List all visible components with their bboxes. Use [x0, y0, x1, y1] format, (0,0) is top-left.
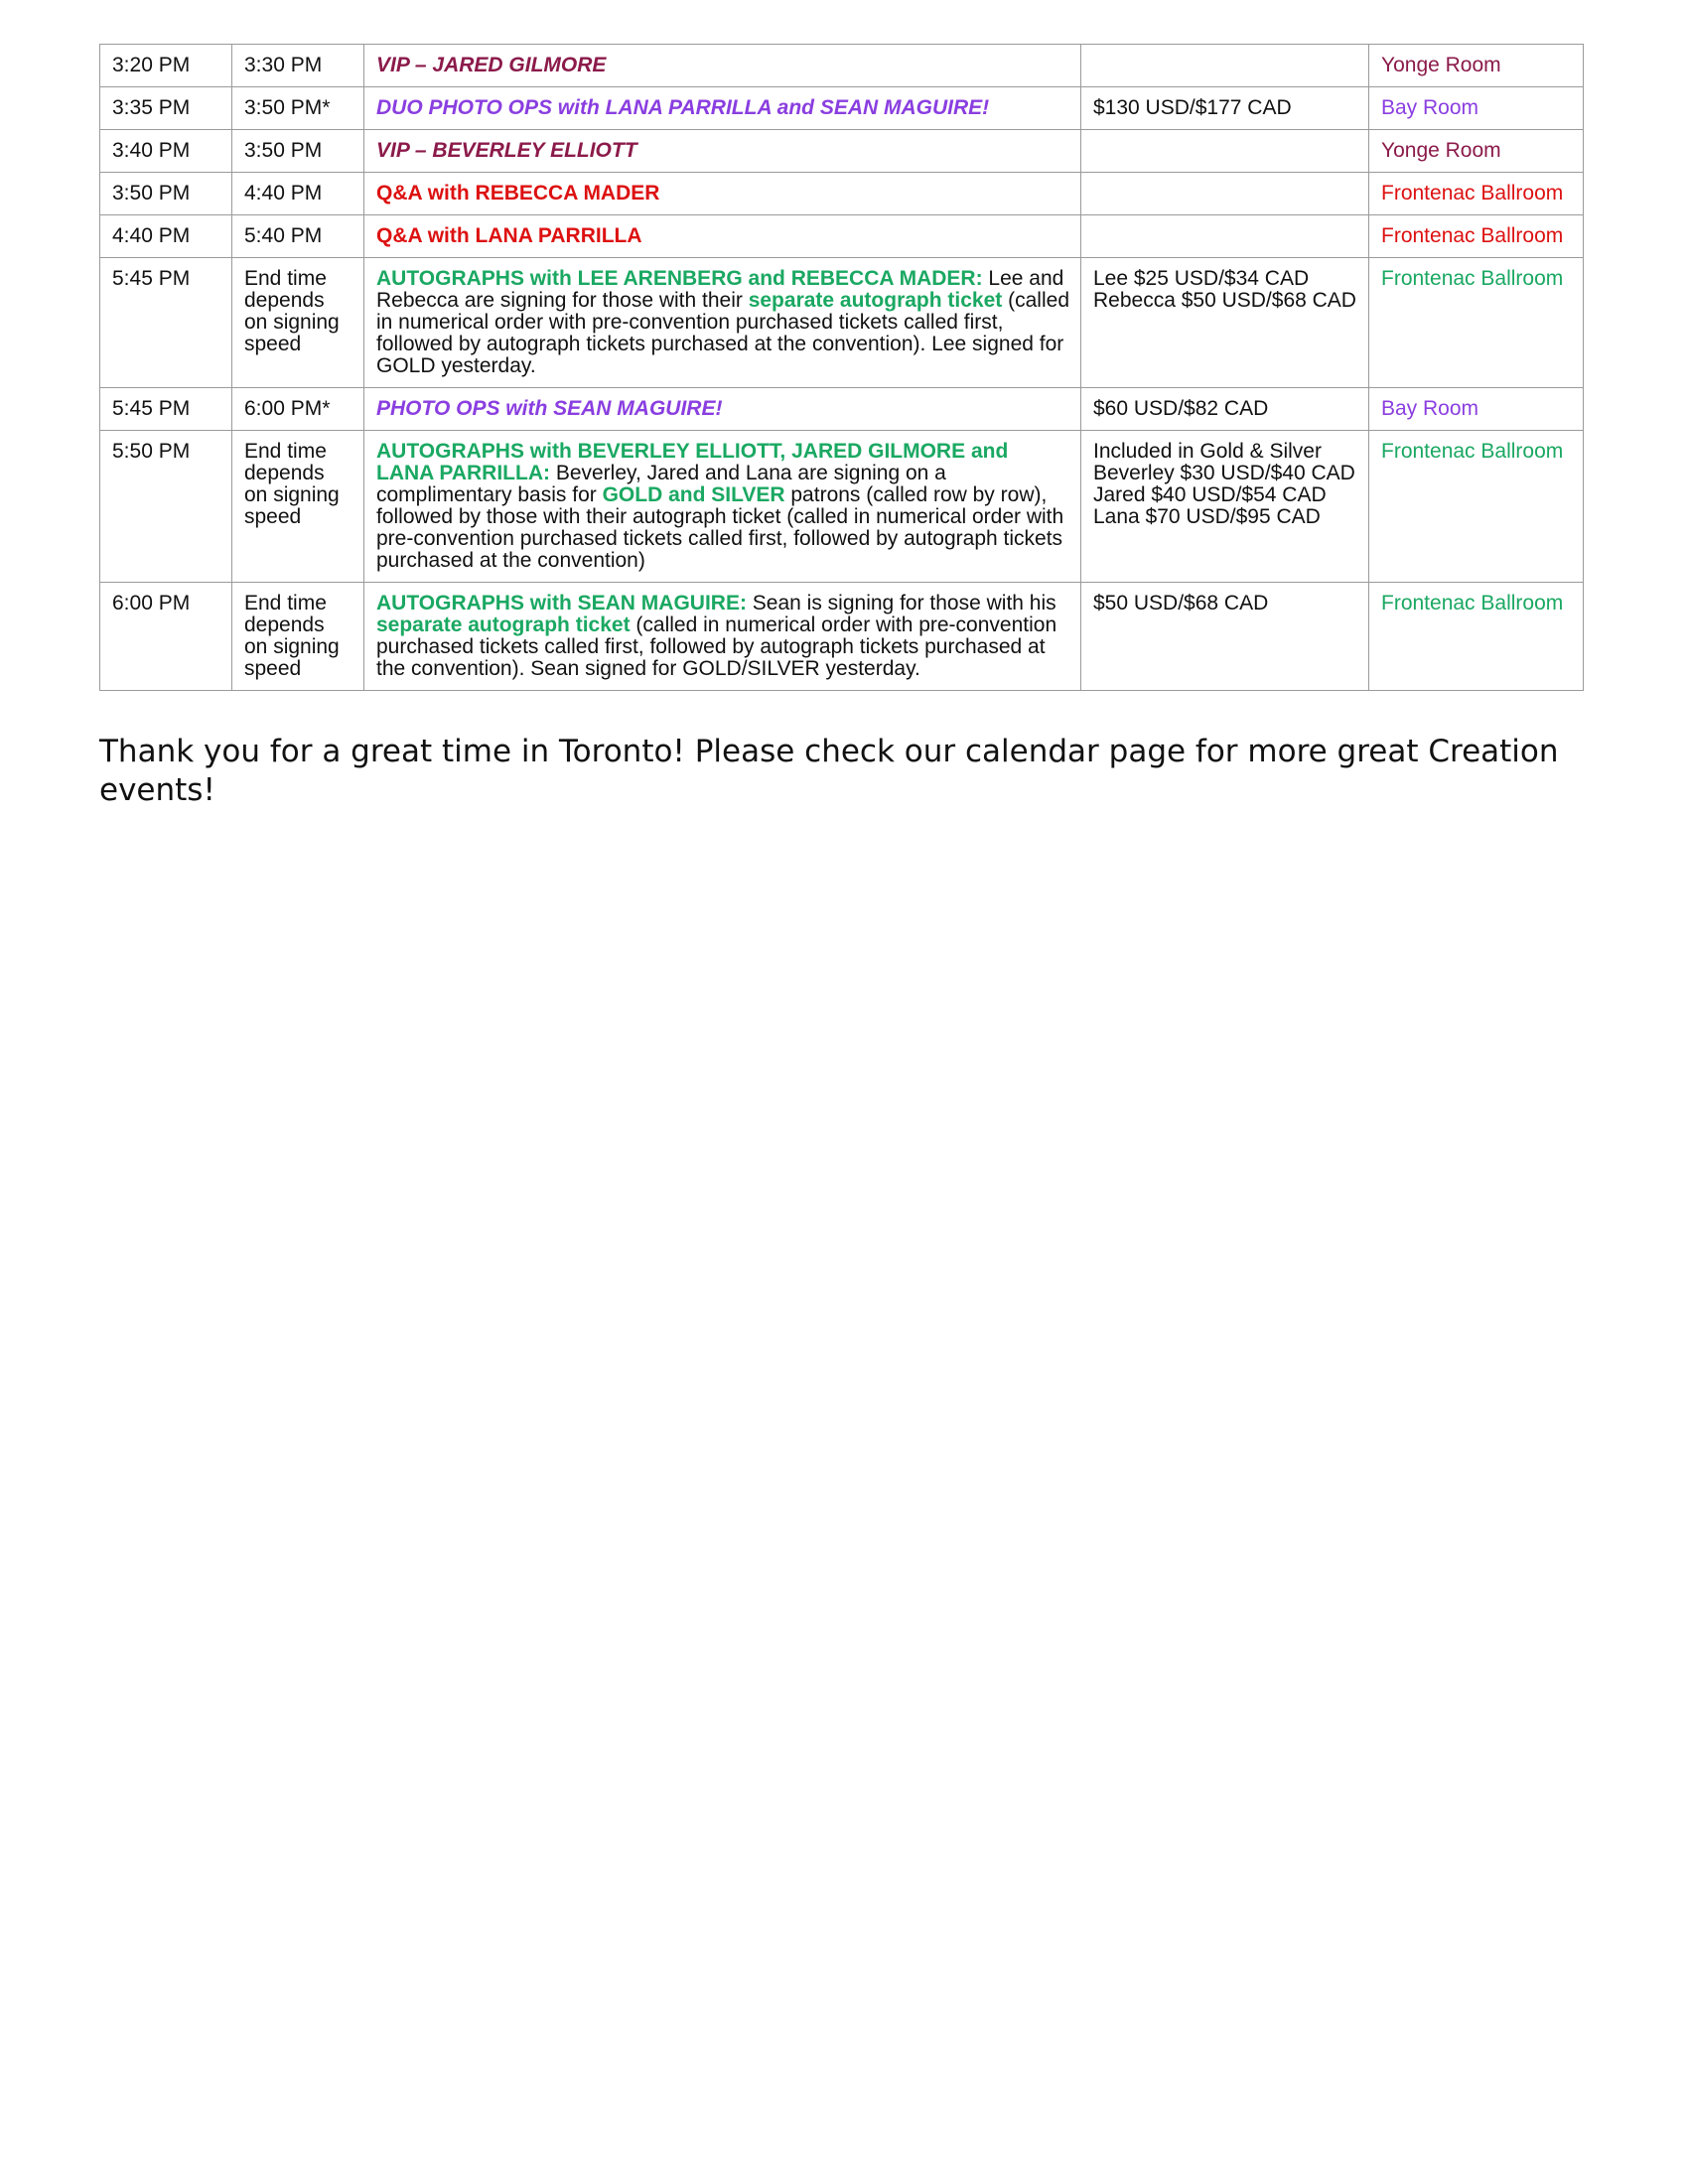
price-cell — [1081, 130, 1369, 173]
table-row — [100, 258, 1584, 388]
price-line: Jared $40 USD/$54 CAD — [1093, 483, 1327, 506]
price-cell — [1081, 215, 1369, 258]
event-description: Beverley, Jared and Lana are signing on a complimentary basis for — [376, 462, 946, 506]
start-time: 6:00 PM — [100, 583, 232, 691]
event-title: DUO PHOTO OPS with LANA PARRILLA and SEAN MAGUIRE! — [376, 96, 990, 119]
event-cell — [364, 583, 1081, 691]
end-time: End time depends on signing speed — [232, 258, 364, 388]
table-row — [100, 215, 1584, 258]
ticket-highlight: separate autograph ticket — [748, 289, 1003, 312]
price-line: Beverley $30 USD/$40 CAD — [1093, 462, 1355, 484]
end-time: 3:30 PM — [232, 45, 364, 87]
event-cell — [364, 45, 1081, 87]
event-title: PHOTO OPS with SEAN MAGUIRE! — [376, 397, 723, 420]
location-cell: Yonge Room — [1369, 45, 1584, 87]
event-cell — [364, 173, 1081, 215]
price-cell — [1081, 45, 1369, 87]
start-time: 3:50 PM — [100, 173, 232, 215]
start-time: 3:40 PM — [100, 130, 232, 173]
start-time: 5:50 PM — [100, 431, 232, 583]
table-row — [100, 388, 1584, 431]
event-description: Sean is signing for those with his — [746, 592, 1056, 614]
start-time: 5:45 PM — [100, 388, 232, 431]
location-cell: Frontenac Ballroom — [1369, 215, 1584, 258]
event-title: AUTOGRAPHS with BEVERLEY ELLIOTT, JARED GILMORE and LANA PARRILLA: — [376, 440, 1009, 484]
event-cell — [364, 431, 1081, 583]
event-description: (called in numerical order with pre-convention purchased tickets called first, followed by autograph tickets purchased at the convention). Sean signed for GOLD/SILVER yesterday. — [376, 614, 1057, 680]
price-line: Included in Gold & Silver — [1093, 440, 1322, 463]
table-row — [100, 431, 1584, 583]
end-time: 6:00 PM* — [232, 388, 364, 431]
event-title: AUTOGRAPHS with LEE ARENBERG and REBECCA MADER: — [376, 267, 983, 290]
closing-message: Thank you for a great time in Toronto! Please check our calendar page for more great Creation events! — [99, 734, 1559, 808]
event-title: AUTOGRAPHS with SEAN MAGUIRE: — [376, 592, 747, 614]
start-time: 5:45 PM — [100, 258, 232, 388]
ticket-highlight: GOLD and SILVER — [602, 483, 785, 506]
table-row — [100, 45, 1584, 87]
end-time: End time depends on signing speed — [232, 431, 364, 583]
event-title: VIP – JARED GILMORE — [376, 54, 607, 76]
price-cell: $50 USD/$68 CAD — [1081, 583, 1369, 691]
end-time: 4:40 PM — [232, 173, 364, 215]
event-cell — [364, 258, 1081, 388]
event-title: VIP – BEVERLEY ELLIOTT — [376, 139, 637, 162]
event-cell — [364, 215, 1081, 258]
price-cell: $60 USD/$82 CAD — [1081, 388, 1369, 431]
price-line: Lee $25 USD/$34 CAD — [1093, 267, 1310, 290]
end-time: 3:50 PM* — [232, 87, 364, 130]
event-cell — [364, 87, 1081, 130]
location-cell: Frontenac Ballroom — [1369, 583, 1584, 691]
schedule-page — [99, 44, 1583, 841]
table-row — [100, 130, 1584, 173]
ticket-highlight: separate autograph ticket — [376, 614, 631, 636]
end-time: 3:50 PM — [232, 130, 364, 173]
location-cell: Frontenac Ballroom — [1369, 258, 1584, 388]
price-cell — [1081, 258, 1369, 388]
price-line: Rebecca $50 USD/$68 CAD — [1093, 289, 1356, 312]
price-line: Lana $70 USD/$95 CAD — [1093, 505, 1321, 528]
price-cell — [1081, 431, 1369, 583]
location-cell: Bay Room — [1369, 87, 1584, 130]
event-cell — [364, 130, 1081, 173]
location-cell: Yonge Room — [1369, 130, 1584, 173]
schedule-table — [99, 44, 1584, 691]
location-cell: Frontenac Ballroom — [1369, 431, 1584, 583]
table-row — [100, 583, 1584, 691]
location-cell: Bay Room — [1369, 388, 1584, 431]
end-time: End time depends on signing speed — [232, 583, 364, 691]
start-time: 3:20 PM — [100, 45, 232, 87]
location-cell: Frontenac Ballroom — [1369, 173, 1584, 215]
start-time: 3:35 PM — [100, 87, 232, 130]
event-description: Lee and Rebecca are signing for those with their — [376, 267, 1064, 312]
end-time: 5:40 PM — [232, 215, 364, 258]
event-cell — [364, 388, 1081, 431]
start-time: 4:40 PM — [100, 215, 232, 258]
event-description: patrons (called row by row), followed by those with their autograph ticket (called in numerical order with pre-convention purchased tickets called first, followed by autograph tickets purchased at the convention) — [376, 483, 1064, 572]
table-row — [100, 87, 1584, 130]
event-description: (called in numerical order with pre-convention purchased tickets called first, followed by autograph tickets purchased at the convention). Lee signed for GOLD yesterday. — [376, 289, 1069, 377]
event-title: Q&A with LANA PARRILLA — [376, 224, 642, 247]
price-cell — [1081, 173, 1369, 215]
event-title: Q&A with REBECCA MADER — [376, 182, 660, 205]
price-cell: $130 USD/$177 CAD — [1081, 87, 1369, 130]
table-row — [100, 173, 1584, 215]
